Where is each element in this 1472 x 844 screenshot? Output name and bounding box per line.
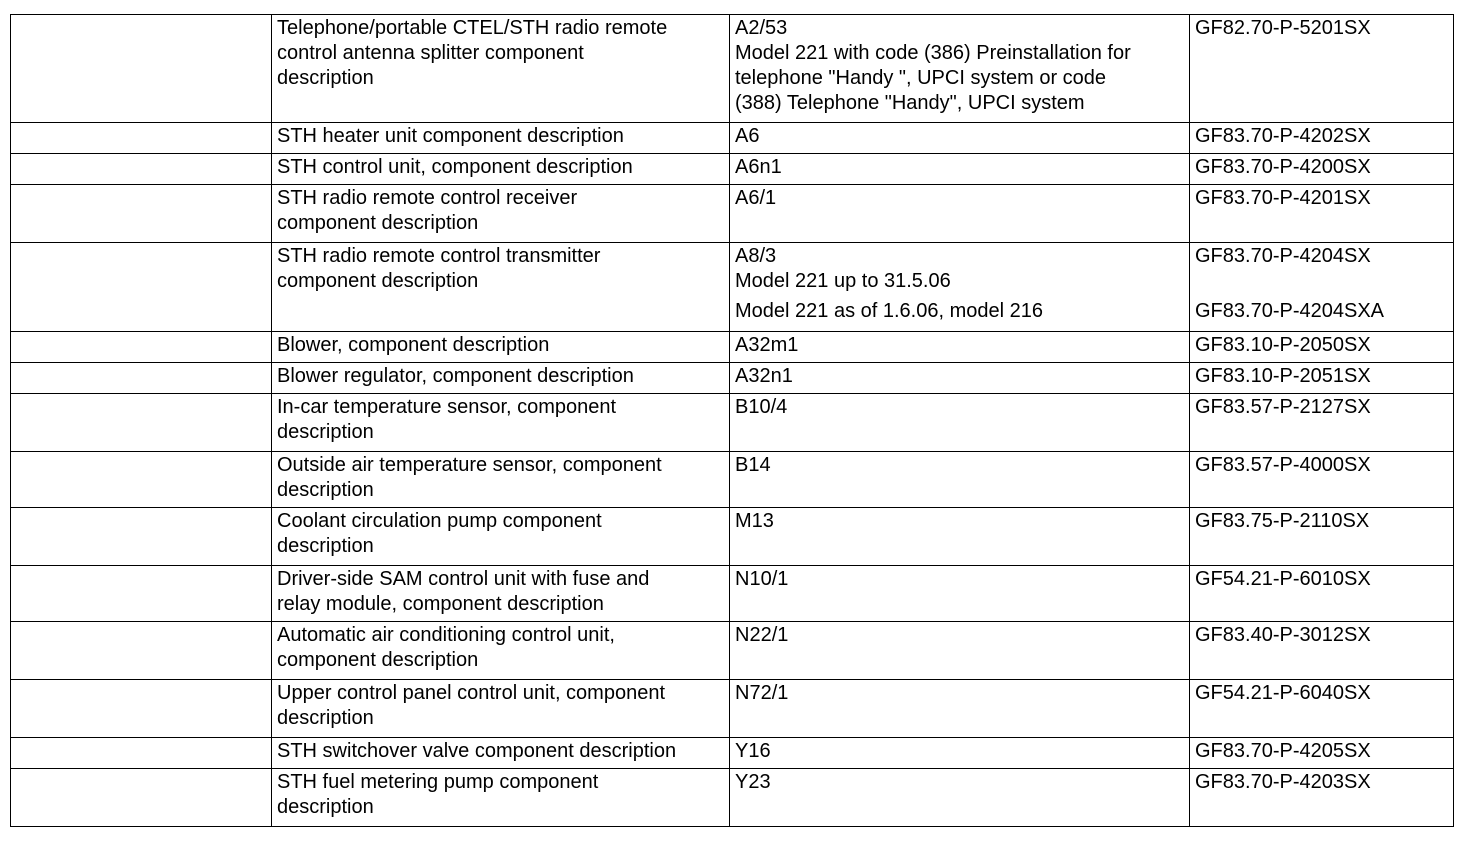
reference-text: A32n1 bbox=[735, 365, 793, 387]
empty-cell bbox=[11, 185, 272, 243]
table-row bbox=[11, 622, 1454, 680]
description-text: Outside air temperature sensor, component bbox=[277, 454, 662, 476]
document-link: GF83.70-P-4201SX bbox=[1195, 187, 1371, 209]
description-cell bbox=[272, 508, 730, 566]
reference-cell bbox=[730, 154, 1190, 185]
document-link: GF54.21-P-6040SX bbox=[1195, 682, 1371, 704]
description-text: component description bbox=[277, 270, 479, 292]
table-row bbox=[11, 769, 1454, 827]
reference-text: M13 bbox=[735, 510, 774, 532]
document-cell bbox=[1190, 363, 1454, 394]
reference-cell bbox=[730, 15, 1190, 123]
table-row bbox=[11, 332, 1454, 363]
description-cell bbox=[272, 680, 730, 738]
table-row bbox=[11, 738, 1454, 769]
description-text: description bbox=[277, 479, 374, 501]
description-text: Blower regulator, component description bbox=[277, 365, 634, 387]
table-row bbox=[11, 185, 1454, 243]
description-cell bbox=[272, 15, 730, 123]
description-cell bbox=[272, 243, 730, 332]
empty-cell bbox=[11, 123, 272, 154]
reference-cell bbox=[730, 566, 1190, 622]
empty-cell bbox=[11, 452, 272, 508]
document-link: GF83.75-P-2110SX bbox=[1195, 510, 1370, 532]
reference-cell bbox=[730, 508, 1190, 566]
description-cell bbox=[272, 154, 730, 185]
reference-text: Model 221 up to 31.5.06 bbox=[735, 270, 951, 292]
description-text: component description bbox=[277, 649, 479, 671]
reference-cell bbox=[730, 243, 1190, 332]
table-row bbox=[11, 508, 1454, 566]
empty-cell bbox=[11, 332, 272, 363]
description-text: STH control unit, component description bbox=[277, 156, 633, 178]
document-link: GF54.21-P-6010SX bbox=[1195, 568, 1371, 590]
description-text: description bbox=[277, 796, 374, 818]
description-text: Coolant circulation pump component bbox=[277, 510, 602, 532]
empty-cell bbox=[11, 508, 272, 566]
document-cell bbox=[1190, 154, 1454, 185]
description-text: control antenna splitter component bbox=[277, 42, 584, 64]
description-text: Upper control panel control unit, component bbox=[277, 682, 666, 704]
document-link: GF83.70-P-4204SX bbox=[1195, 245, 1371, 267]
document-link: GF83.70-P-4202SX bbox=[1195, 125, 1371, 147]
reference-text: N10/1 bbox=[735, 568, 789, 590]
component-table bbox=[10, 14, 1454, 827]
table-row bbox=[11, 363, 1454, 394]
empty-cell bbox=[11, 243, 272, 332]
document-link: GF83.57-P-4000SX bbox=[1195, 454, 1371, 476]
description-text: description bbox=[277, 707, 374, 729]
description-text: relay module, component description bbox=[277, 593, 604, 615]
description-cell bbox=[272, 394, 730, 452]
table-row bbox=[11, 243, 1454, 332]
document-cell bbox=[1190, 738, 1454, 769]
document-link: GF82.70-P-5201SX bbox=[1195, 17, 1371, 39]
reference-text: A2/53 bbox=[735, 17, 788, 39]
description-text: description bbox=[277, 535, 374, 557]
reference-text: Y16 bbox=[735, 740, 771, 762]
reference-cell bbox=[730, 332, 1190, 363]
empty-cell bbox=[11, 566, 272, 622]
reference-cell bbox=[730, 185, 1190, 243]
description-text: description bbox=[277, 67, 374, 89]
description-text: Automatic air conditioning control unit, bbox=[277, 624, 615, 646]
table-row bbox=[11, 123, 1454, 154]
empty-cell bbox=[11, 769, 272, 827]
description-text: Blower, component description bbox=[277, 334, 550, 356]
document-cell bbox=[1190, 452, 1454, 508]
document-cell bbox=[1190, 508, 1454, 566]
document-link: GF83.70-P-4200SX bbox=[1195, 156, 1371, 178]
document-link: GF83.10-P-2050SX bbox=[1195, 334, 1371, 356]
reference-text: Y23 bbox=[735, 771, 771, 793]
reference-text: A8/3 bbox=[735, 245, 777, 267]
empty-cell bbox=[11, 738, 272, 769]
reference-cell bbox=[730, 123, 1190, 154]
document-link: GF83.70-P-4204SXA bbox=[1195, 300, 1384, 322]
reference-cell bbox=[730, 622, 1190, 680]
description-text: STH radio remote control transmitter bbox=[277, 245, 601, 267]
empty-cell bbox=[11, 394, 272, 452]
document-cell bbox=[1190, 566, 1454, 622]
description-cell bbox=[272, 363, 730, 394]
description-text: description bbox=[277, 421, 374, 443]
empty-cell bbox=[11, 154, 272, 185]
description-text: STH radio remote control receiver bbox=[277, 187, 578, 209]
reference-cell bbox=[730, 769, 1190, 827]
empty-cell bbox=[11, 363, 272, 394]
reference-cell bbox=[730, 680, 1190, 738]
document-cell bbox=[1190, 123, 1454, 154]
description-cell bbox=[272, 566, 730, 622]
reference-text: A6/1 bbox=[735, 187, 777, 209]
reference-text: A32m1 bbox=[735, 334, 799, 356]
table-row bbox=[11, 680, 1454, 738]
reference-text: A6n1 bbox=[735, 156, 782, 178]
document-cell bbox=[1190, 185, 1454, 243]
document-cell bbox=[1190, 394, 1454, 452]
description-text: STH switchover valve component description bbox=[277, 740, 677, 762]
document-cell bbox=[1190, 680, 1454, 738]
description-cell bbox=[272, 332, 730, 363]
document-link: GF83.40-P-3012SX bbox=[1195, 624, 1371, 646]
reference-text: Model 221 as of 1.6.06, model 216 bbox=[735, 300, 1043, 322]
description-cell bbox=[272, 123, 730, 154]
description-cell bbox=[272, 185, 730, 243]
reference-text: N72/1 bbox=[735, 682, 789, 704]
table-row bbox=[11, 15, 1454, 123]
empty-cell bbox=[11, 680, 272, 738]
document-link: GF83.10-P-2051SX bbox=[1195, 365, 1371, 387]
description-cell bbox=[272, 738, 730, 769]
description-text: Telephone/portable CTEL/STH radio remote bbox=[277, 17, 668, 39]
reference-text: A6 bbox=[735, 125, 760, 147]
document-link: GF83.70-P-4205SX bbox=[1195, 740, 1371, 762]
reference-text: B14 bbox=[735, 454, 771, 476]
table-row bbox=[11, 154, 1454, 185]
table-row bbox=[11, 394, 1454, 452]
document-cell bbox=[1190, 622, 1454, 680]
document-cell bbox=[1190, 332, 1454, 363]
table-row bbox=[11, 452, 1454, 508]
reference-cell bbox=[730, 738, 1190, 769]
description-cell bbox=[272, 452, 730, 508]
description-text: In-car temperature sensor, component bbox=[277, 396, 617, 418]
empty-cell bbox=[11, 15, 272, 123]
description-text: component description bbox=[277, 212, 479, 234]
reference-text: telephone "Handy ", UPCI system or code bbox=[735, 67, 1107, 89]
reference-text: Model 221 with code (386) Preinstallation for bbox=[735, 42, 1131, 64]
description-text: STH heater unit component description bbox=[277, 125, 624, 147]
reference-text: (388) Telephone "Handy", UPCI system bbox=[735, 92, 1085, 114]
reference-text: B10/4 bbox=[735, 396, 788, 418]
document-cell bbox=[1190, 243, 1454, 332]
table-row bbox=[11, 566, 1454, 622]
reference-cell bbox=[730, 452, 1190, 508]
reference-cell bbox=[730, 394, 1190, 452]
document-link: GF83.57-P-2127SX bbox=[1195, 396, 1371, 418]
reference-text: N22/1 bbox=[735, 624, 789, 646]
description-cell bbox=[272, 622, 730, 680]
empty-cell bbox=[11, 622, 272, 680]
description-text: Driver-side SAM control unit with fuse and bbox=[277, 568, 650, 590]
description-text: STH fuel metering pump component bbox=[277, 771, 599, 793]
document-link: GF83.70-P-4203SX bbox=[1195, 771, 1371, 793]
reference-cell bbox=[730, 363, 1190, 394]
document-cell bbox=[1190, 15, 1454, 123]
document-cell bbox=[1190, 769, 1454, 827]
description-cell bbox=[272, 769, 730, 827]
